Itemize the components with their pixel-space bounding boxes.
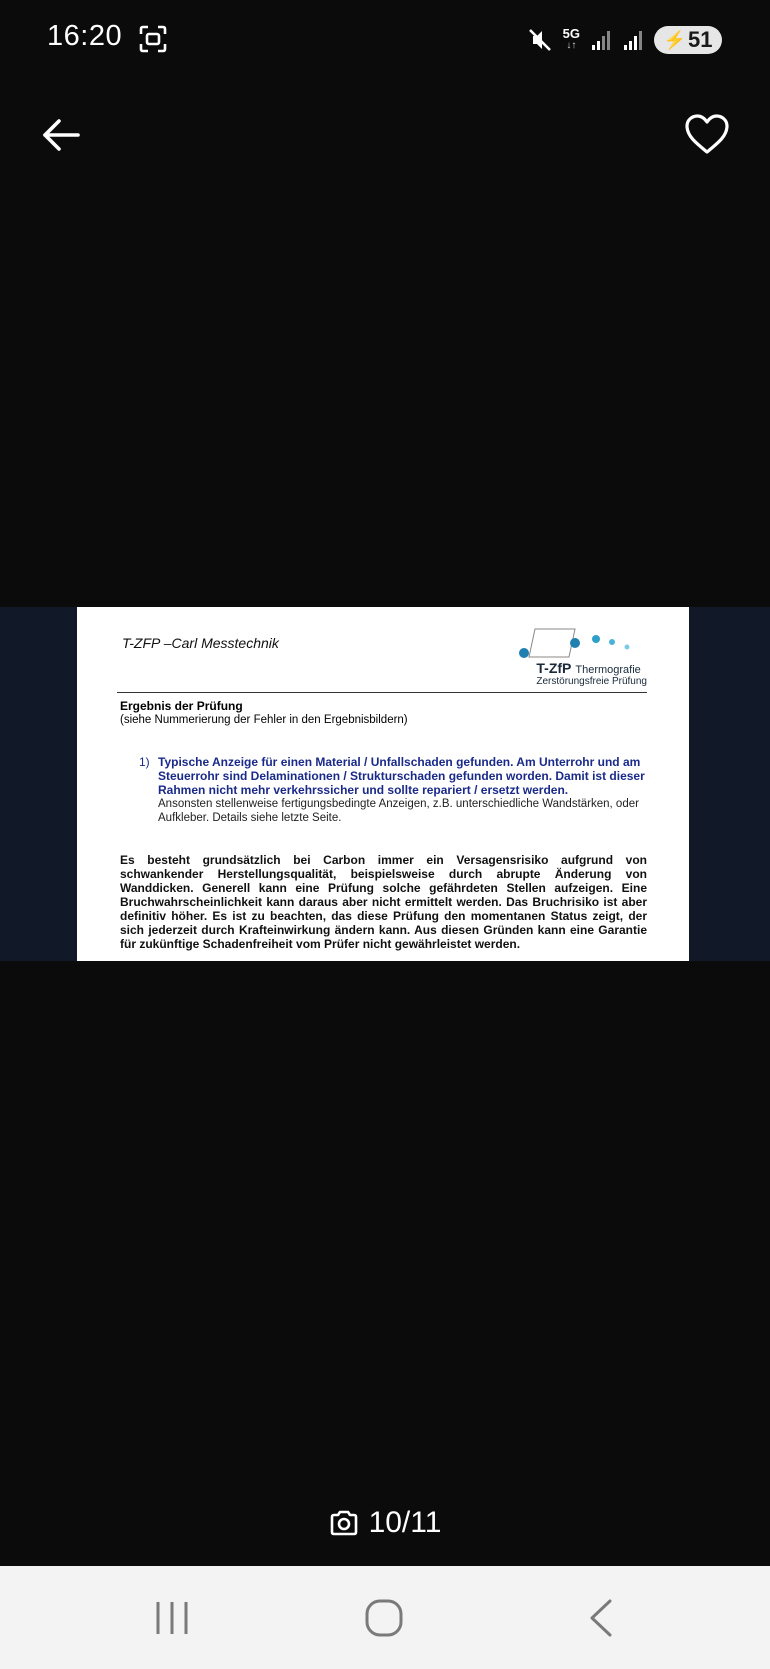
logo-title: T-ZfP <box>536 660 572 676</box>
battery-indicator: ⚡ 51 <box>654 26 722 54</box>
finding-details: Ansonsten stellenweise fertigungsbedingte Anzeigen, z.B. unterschiedliche Wandstärken, oder Aufkleber. Details siehe letzte Seite. <box>158 798 639 824</box>
logo-title-suffix: Thermografie <box>575 664 641 676</box>
system-nav-bar <box>0 1566 770 1669</box>
logo-subtitle: Zerstörungsfreie Prüfung <box>536 676 647 687</box>
home-icon[interactable] <box>362 1596 406 1640</box>
document-header: T-ZFP –Carl Messtechnik <box>122 635 279 651</box>
logo-graphic <box>517 625 647 659</box>
finding-number: 1) <box>139 755 150 769</box>
finding-highlight: Typische Anzeige für einen Material / Unfallschaden gefunden. Am Unterrohr und am Steuerrohr sind Delaminationen / Strukturschaden gefunden worden. Damit ist dieser Rahmen nicht mehr verkehrssicher und sollte repariert / ersetzt werden. <box>158 755 645 797</box>
arrow-left-icon[interactable] <box>38 112 84 158</box>
mute-icon <box>527 27 553 53</box>
top-nav <box>0 100 770 170</box>
heart-outline-icon[interactable] <box>682 110 732 160</box>
camera-icon <box>329 1508 359 1538</box>
back-chevron-icon[interactable] <box>580 1596 624 1640</box>
status-bar <box>0 0 770 80</box>
logo-text <box>536 660 647 687</box>
finding-item <box>139 755 647 825</box>
document-page <box>77 607 689 961</box>
battery-charging-icon: ⚡ <box>663 29 686 50</box>
image-viewer[interactable] <box>0 607 770 961</box>
status-icons <box>527 24 722 56</box>
photo-counter-text: 10/11 <box>368 1506 442 1539</box>
company-logo <box>517 625 647 687</box>
recents-icon[interactable] <box>150 1596 194 1640</box>
result-title: Ergebnis der Prüfung <box>120 699 243 713</box>
signal-icon <box>590 29 612 51</box>
status-time: 16:20 <box>47 20 123 52</box>
network-type: 5G ↓↑ <box>562 26 580 51</box>
header-divider <box>117 692 647 693</box>
signal-icon <box>622 29 644 51</box>
result-subtitle: (siehe Nummerierung der Fehler in den Ergebnisbildern) <box>120 714 408 726</box>
disclaimer-paragraph: Es besteht grundsätzlich bei Carbon immer ein Versagensrisiko aufgrund von schwankender Herstellungsqualität, beispielsweise durch abrupte Änderung von Wanddicken. Generell kann eine Prüfung solche gefährdeten Stellen aufzeigen. Eine Bruchwahrscheinlichkeit kann daraus aber nicht ermittelt werden. Das Bruchrisiko ist aber definitiv höher. Es ist zu beachten, das diese Prüfung den momentanen Status zeigt, der sich jederzeit durch Krafteinwirkung ändern kann. Aus diesen Gründen kann eine Garantie für zukünftige Schadenfreiheit vom Prüfer nicht gewährleistet werden. <box>120 853 647 951</box>
screenshot-icon <box>138 24 168 54</box>
photo-counter <box>0 1506 770 1540</box>
